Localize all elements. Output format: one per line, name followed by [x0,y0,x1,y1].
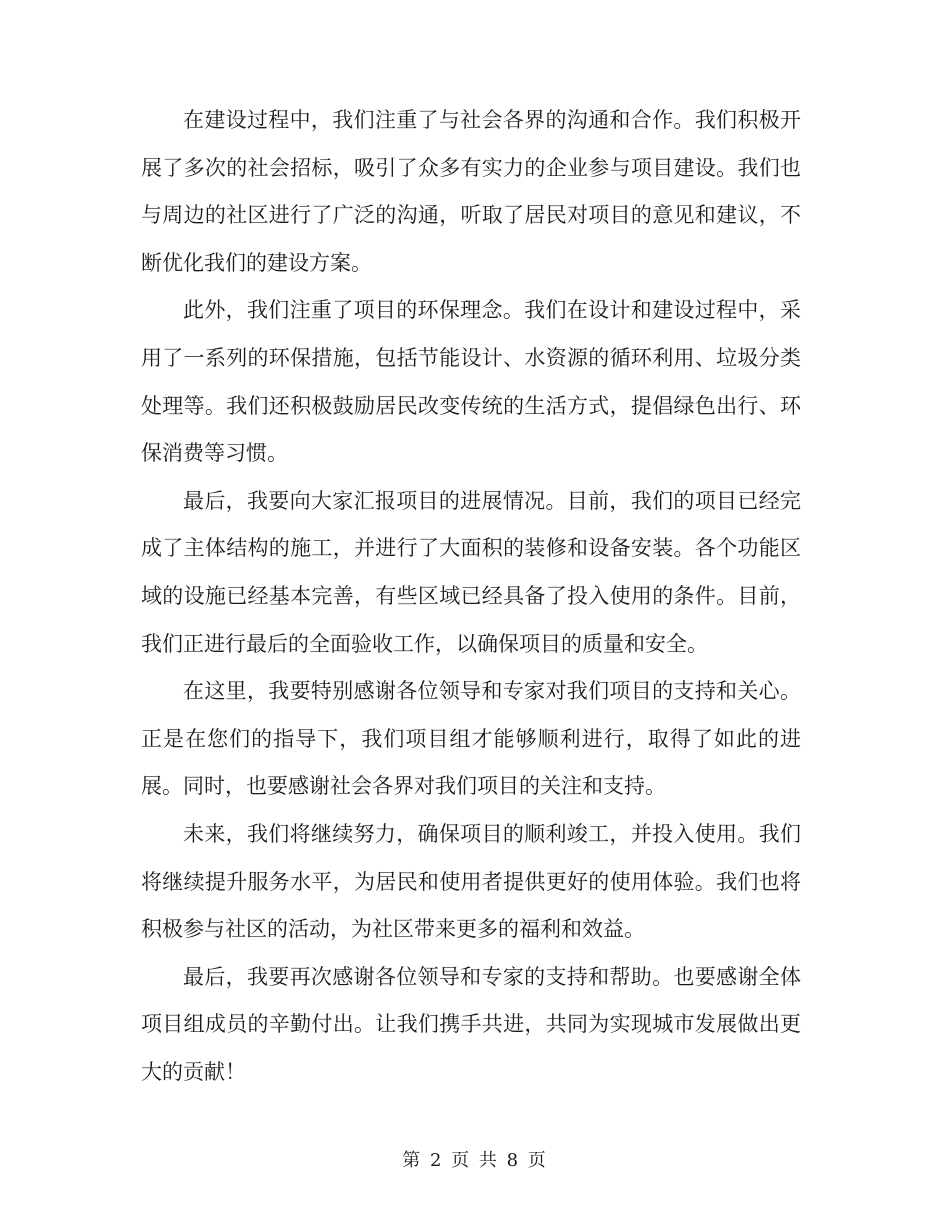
paragraph: 在这里，我要特别感谢各位领导和专家对我们项目的支持和关心。正是在您们的指导下，我们项目组才能够顺利进行，取得了如此的进展。同时，也要感谢社会各界对我们项目的关注和支持。 [141,679,801,799]
document-body [141,97,801,1096]
paragraph: 未来，我们将继续努力，确保项目的顺利竣工，并投入使用。我们将继续提升服务水平，为居民和使用者提供更好的使用体验。我们也将积极参与社区的活动，为社区带来更多的福利和效益。 [141,821,801,942]
page-number-footer: 第 2 页 共 8 页 [402,1150,548,1171]
paragraph: 最后，我要向大家汇报项目的进展情况。目前，我们的项目已经完成了主体结构的施工，并进行了大面积的装修和设备安装。各个功能区域的设施已经基本完善，有些区域已经具备了投入使用的条件。目前，我们正进行最后的全面验收工作，以确保项目的质量和安全。 [141,488,801,656]
paragraph: 在建设过程中，我们注重了与社会各界的沟通和合作。我们积极开展了多次的社会招标，吸引了众多有实力的企业参与项目建设。我们也与周边的社区进行了广泛的沟通，听取了居民对项目的意见和建议，不断优化我们的建设方案。 [141,108,801,275]
paragraph: 最后，我要再次感谢各位领导和专家的支持和帮助。也要感谢全体项目组成员的辛勤付出。让我们携手共进，共同为实现城市发展做出更大的贡献！ [141,964,801,1084]
paragraph: 此外，我们注重了项目的环保理念。我们在设计和建设过程中，采用了一系列的环保措施，包括节能设计、水资源的循环利用、垃圾分类处理等。我们还积极鼓励居民改变传统的生活方式，提倡绿色出行、环保消费等习惯。 [141,298,801,466]
